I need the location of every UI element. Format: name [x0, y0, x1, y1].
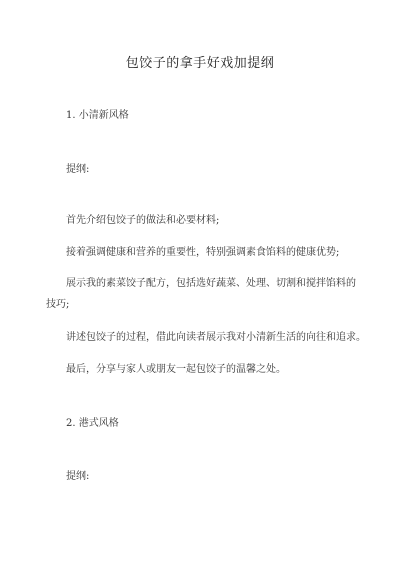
outline-item: 展示我的素菜饺子配方，包括选好蔬菜、处理、切割和搅拌馅料的技巧; — [46, 278, 356, 310]
document-title: 包饺子的拿手好戏加提纲 — [125, 56, 275, 71]
section-heading: 1. 小清新风格 — [66, 110, 129, 121]
outline-item: 接着强调健康和营养的重要性，特别强调素食馅料的健康优势; — [66, 247, 340, 258]
section-heading: 2. 港式风格 — [66, 418, 119, 429]
outline-item: 首先介绍包饺子的做法和必要材料; — [66, 215, 220, 226]
outline-item: 最后，分享与家人或朋友一起包饺子的温馨之处。 — [66, 364, 286, 375]
outline-item: 讲述包饺子的过程，借此向读者展示我对小清新生活的向往和追求。 — [66, 332, 366, 343]
outline-label: 提纲: — [66, 471, 90, 482]
outline-label: 提纲: — [66, 164, 90, 175]
